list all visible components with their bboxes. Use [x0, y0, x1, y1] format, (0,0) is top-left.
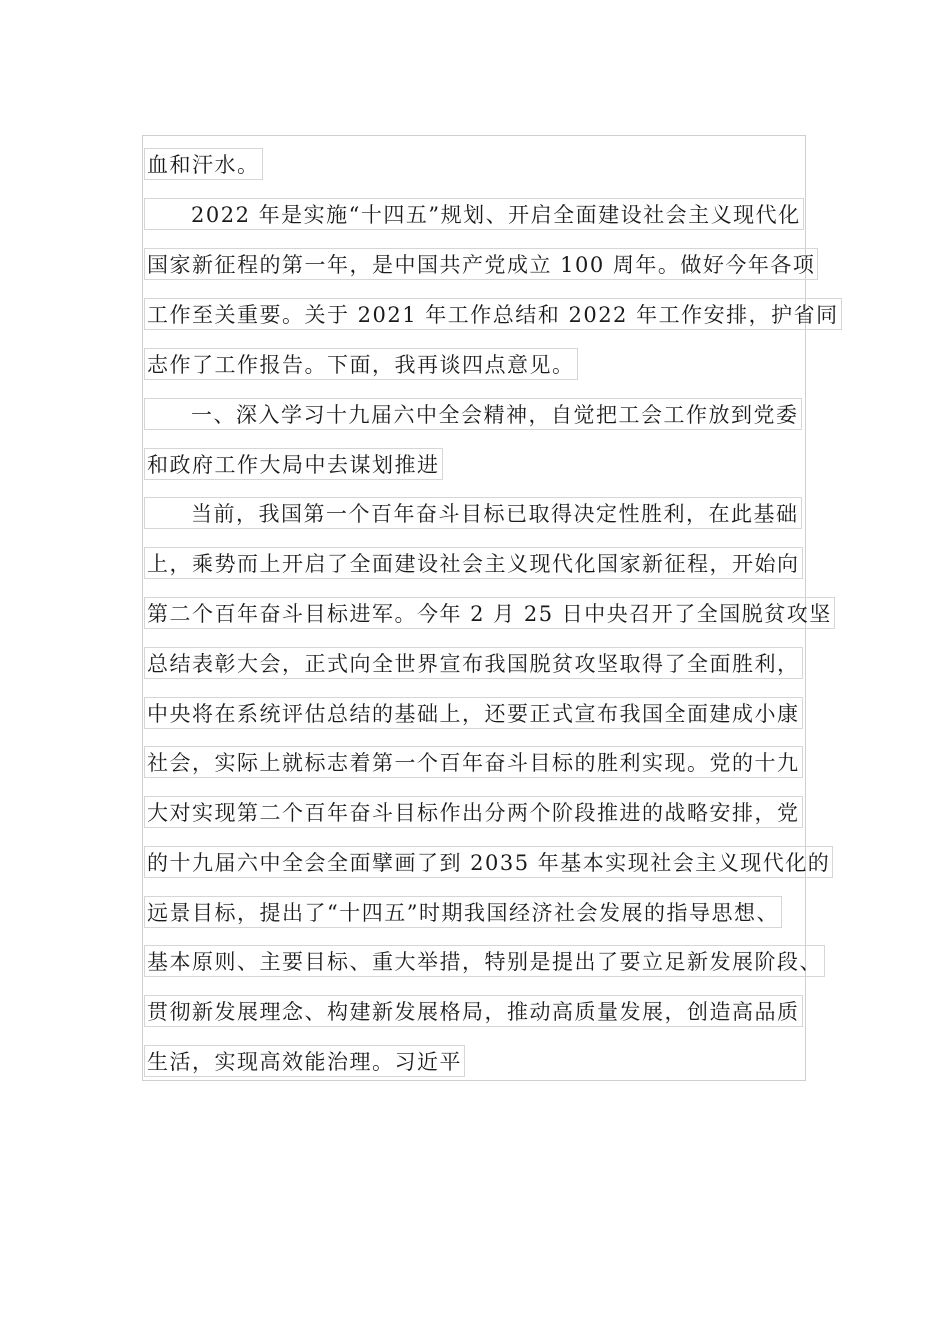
text-line: 工作至关重要。关于 2021 年工作总结和 2022 年工作安排，护省同	[144, 298, 842, 330]
text-line: 国家新征程的第一年，是中国共产党成立 100 周年。做好今年各项	[144, 248, 818, 280]
text-line: 的十九届六中全会全面擘画了到 2035 年基本实现社会主义现代化的	[144, 846, 833, 878]
section-heading-line: 一、深入学习十九届六中全会精神，自觉把工会工作放到党委	[144, 398, 802, 430]
text-line: 生活，实现高效能治理。习近平	[144, 1045, 465, 1077]
text-line: 基本原则、主要目标、重大举措，特别是提出了要立足新发展阶段、	[144, 945, 825, 977]
text-line: 2022 年是实施“十四五”规划、开启全面建设社会主义现代化	[144, 198, 804, 230]
text-line: 上，乘势而上开启了全面建设社会主义现代化国家新征程，开始向	[144, 547, 803, 579]
text-line: 中央将在系统评估总结的基础上，还要正式宣布我国全面建成小康	[144, 697, 803, 729]
text-line: 血和汗水。	[144, 148, 263, 180]
text-line: 社会，实际上就标志着第一个百年奋斗目标的胜利实现。党的十九	[144, 746, 803, 778]
section-heading-line: 和政府工作大局中去谋划推进	[144, 448, 443, 480]
text-line: 总结表彰大会，正式向全世界宣布我国脱贫攻坚取得了全面胜利，	[144, 647, 803, 679]
text-line: 大对实现第二个百年奋斗目标作出分两个阶段推进的战略安排，党	[144, 796, 803, 828]
text-line: 远景目标，提出了“十四五”时期我国经济社会发展的指导思想、	[144, 896, 782, 928]
text-line: 第二个百年奋斗目标进军。今年 2 月 25 日中央召开了全国脱贫攻坚	[144, 597, 835, 629]
text-line: 贯彻新发展理念、构建新发展格局，推动高质量发展，创造高品质	[144, 995, 803, 1027]
text-line: 当前，我国第一个百年奋斗目标已取得决定性胜利，在此基础	[144, 497, 802, 529]
text-line: 志作了工作报告。下面，我再谈四点意见。	[144, 348, 578, 380]
